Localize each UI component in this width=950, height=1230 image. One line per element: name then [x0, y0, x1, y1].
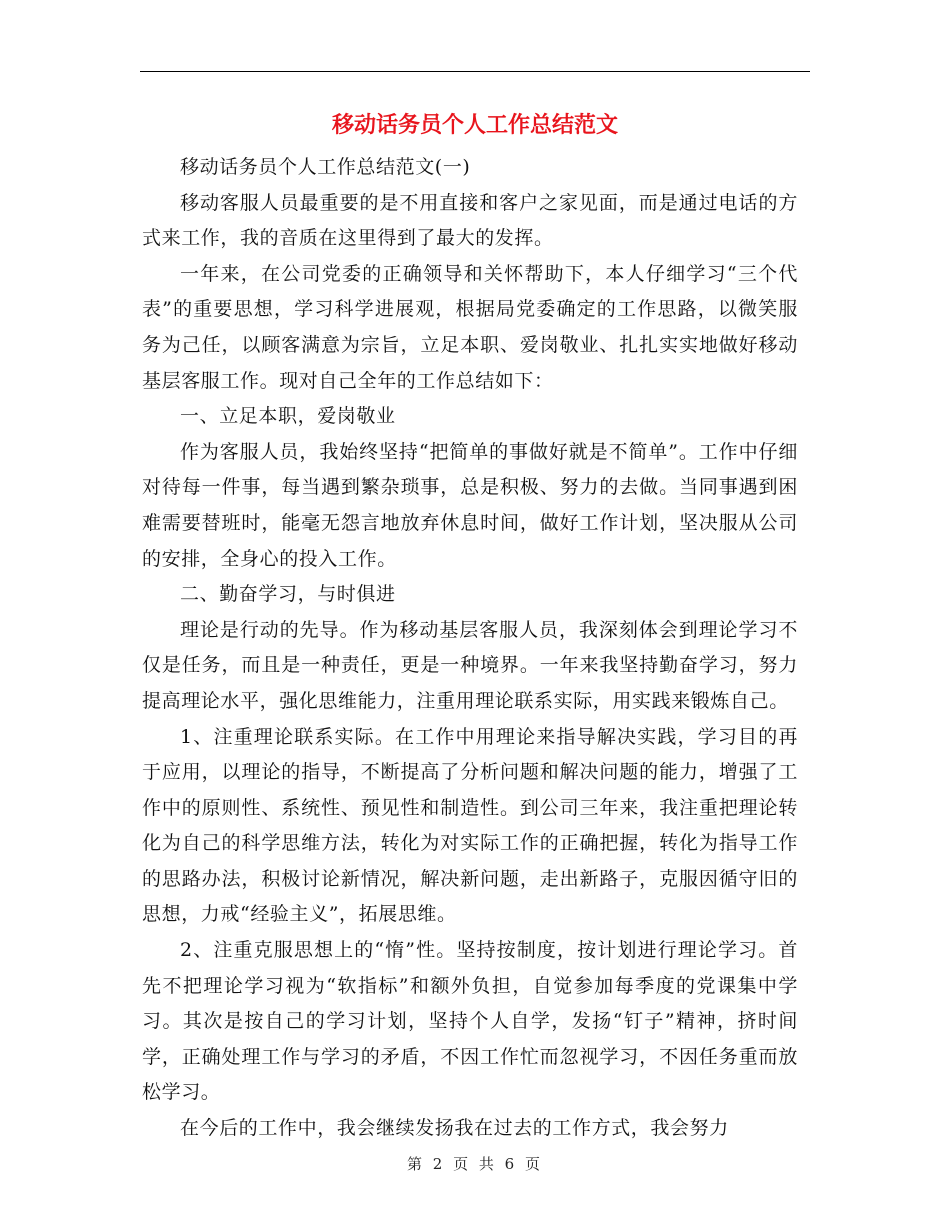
paragraph-closing: 在今后的工作中，我会继续发扬我在过去的工作方式，我会努力 — [180, 1117, 729, 1140]
paragraph-section-1: 作为客服人员，我始终坚持“把简单的事做好就是不简单”。工作中仔细对待每一件事，每当遇到繁杂琐事，总是积极、努力的去做。当同事遇到困难需要替班时，能毫无怨言地放弃休息时间，做好工作计划，坚决服从公司的安排，全身心的投入工作。 — [142, 440, 798, 570]
page-footer: 第 2 页 共 6 页 — [407, 1155, 543, 1173]
header-rule — [140, 71, 810, 72]
document-title: 移动话务员个人工作总结范文 — [331, 113, 618, 138]
paragraph-section-2: 理论是行动的先导。作为移动基层客服人员，我深刻体会到理论学习不仅是任务，而且是一种责任，更是一种境界。一年来我坚持勤奋学习，努力提高理论水平，强化思维能力，注重用理论联系实际，用实践来锻炼自己。 — [142, 618, 798, 712]
section-heading-2: 二、勤奋学习，与时俱进 — [180, 583, 396, 606]
paragraph-subtitle: 移动话务员个人工作总结范文(一) — [180, 156, 471, 178]
paragraph-point-2: 2、注重克服思想上的“惰”性。坚持按制度，按计划进行理论学习。首先不把理论学习视为“软指标”和额外负担，自觉参加每季度的党课集中学习。其次是按自己的学习计划，坚持个人自学，发扬“钉子”精神，挤时间学，正确处理工作与学习的矛盾，不因工作忙而忽视学习，不因任务重而放松学习。 — [142, 939, 798, 1104]
paragraph-point-1: 1、注重理论联系实际。在工作中用理论来指导解决实践，学习目的再于应用，以理论的指导，不断提高了分析问题和解决问题的能力，增强了工作中的原则性、系统性、预见性和制造性。到公司三年来，我注重把理论转化为自己的科学思维方法，转化为对实际工作的正确把握，转化为指导工作的思路办法，积极讨论新情况，解决新问题，走出新路子，克服因循守旧的思想，力戒“经验主义”，拓展思维。 — [142, 725, 798, 926]
document-body — [142, 150, 798, 1147]
paragraph-intro: 移动客服人员最重要的是不用直接和客户之家见面，而是通过电话的方式来工作，我的音质在这里得到了最大的发挥。 — [142, 191, 798, 250]
section-heading-1: 一、立足本职，爱岗敬业 — [180, 405, 396, 428]
paragraph-overview: 一年来，在公司党委的正确领导和关怀帮助下，本人仔细学习“三个代表”的重要思想，学习科学进展观，根据局党委确定的工作思路，以微笑服务为己任，以顾客满意为宗旨，立足本职、爱岗敬业、扎扎实实地做好移动基层客服工作。现对自己全年的工作总结如下： — [142, 262, 798, 392]
